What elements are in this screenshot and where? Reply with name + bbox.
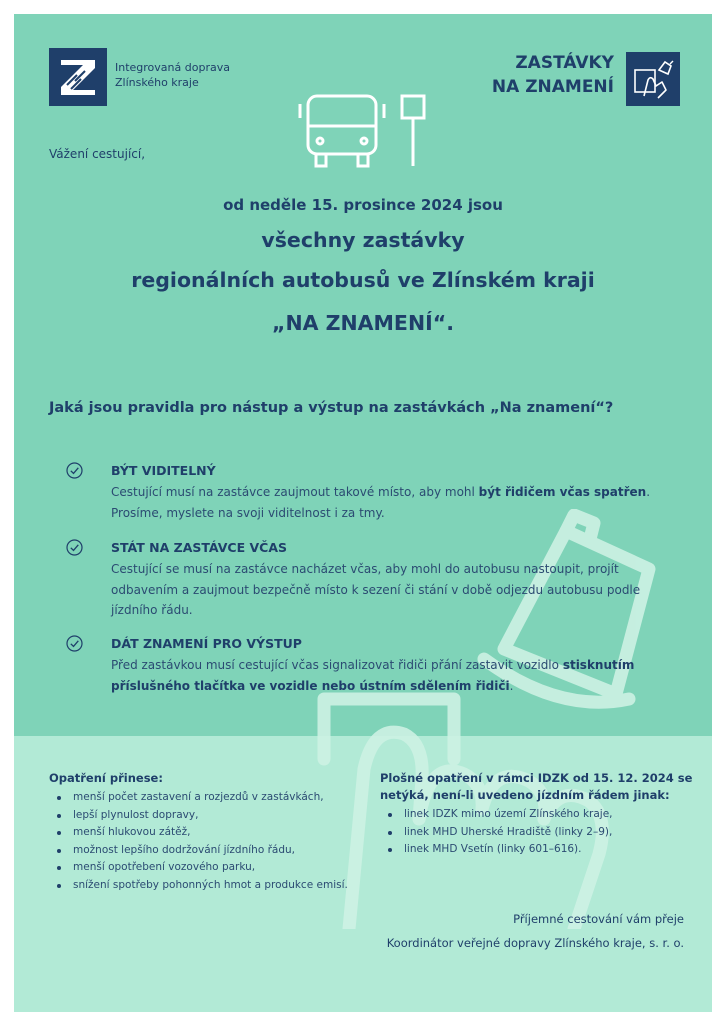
check-circle-icon (66, 635, 83, 652)
list-item: linek MHD Uherské Hradiště (linky 2–9), (380, 824, 700, 842)
badge-title (414, 51, 614, 99)
rule-text (111, 655, 671, 696)
logo-line-2: Zlínského kraje (115, 76, 199, 89)
bus-icon (300, 96, 384, 166)
logo-line-1: Integrovaná doprava (115, 61, 230, 74)
rule-text-bold: být řidičem včas spatřen (478, 485, 647, 499)
list-item: linek MHD Vsetín (linky 601–616). (380, 841, 700, 859)
rule-text: Cestující se musí na zastávce nacházet včas, aby mohl do autobusu nastoupit, projít odbavením a zaujmout bezpečně místo k sezení či stání v době odjezdu autobusu podle jízdního řádu. (111, 562, 641, 617)
headline-date: od neděle 15. prosince 2024 jsou (223, 196, 503, 214)
exceptions-section (380, 770, 700, 859)
list-item: menší opotřebení vozového parku, (49, 859, 379, 877)
exceptions-title-line-2: netýká, není-li uvedeno jízdním řádem jinak: (380, 788, 670, 802)
rule-text-part: Před zastávkou musí cestující včas signalizovat řidiči přání zastavit vozidlo (111, 658, 563, 672)
exceptions-list (380, 806, 700, 859)
logo-text (115, 60, 230, 90)
list-item: linek IDZK mimo území Zlínského kraje, (380, 806, 700, 824)
poster (14, 14, 712, 1012)
rule-text-bold: stisknutím příslušného tlačítka ve vozidle nebo ústním sdělením řidiči (111, 658, 635, 693)
idzk-logo-icon (49, 48, 107, 106)
rule-title: BÝT VIDITELNÝ (111, 463, 216, 478)
rule-text-part: Cestující musí na zastávce zaujmout takové místo, aby mohl (111, 485, 479, 499)
rule-title: DÁT ZNAMENÍ PRO VÝSTUP (111, 636, 302, 651)
rules-question: Jaká jsou pravidla pro nástup a výstup na zastávkách „Na znamení“? (49, 400, 614, 416)
hand-pressing-bell-icon (626, 52, 680, 106)
check-circle-icon (66, 539, 83, 556)
headline-line-4: „NA ZNAMENÍ“. (272, 311, 454, 335)
badge-line-2: NA ZNAMENÍ (491, 77, 614, 97)
rule-text-part: . Prosíme, myslete na svoji viditelnost i za tmy. (111, 485, 651, 520)
rule-title: STÁT NA ZASTÁVCE VČAS (111, 540, 288, 555)
check-circle-icon (66, 462, 83, 479)
bus-stop-sign-icon (402, 96, 424, 166)
list-item: snížení spotřeby pohonných hmot a produkce emisí. (49, 877, 379, 895)
rule-text-part: . (509, 678, 514, 693)
benefits-title: Opatření přinese: (49, 771, 163, 785)
list-item: lepší plynulost dopravy, (49, 807, 379, 825)
badge-line-1: ZASTÁVKY (515, 53, 614, 73)
headline-line-3: regionálních autobusů ve Zlínském kraji (131, 268, 595, 292)
salutation: Vážení cestující, (49, 147, 146, 161)
benefits-list (49, 789, 379, 894)
list-item: menší počet zastavení a rozjezdů v zastávkách, (49, 789, 379, 807)
rule-text (111, 482, 671, 523)
list-item: možnost lepšího dodržování jízdního řádu, (49, 842, 379, 860)
exceptions-title-line-1: Plošné opatření v rámci IDZK od 15. 12. 2024 se (380, 771, 693, 785)
hero-icons (294, 86, 434, 176)
headline-line-2: všechny zastávky (261, 228, 465, 252)
closing-greeting: Příjemné cestování vám přeje (513, 912, 684, 926)
benefits-section (49, 770, 379, 894)
list-item: menší hlukovou zátěž, (49, 824, 379, 842)
closing-signature: Koordinátor veřejné dopravy Zlínského kraje, s. r. o. (386, 936, 684, 950)
